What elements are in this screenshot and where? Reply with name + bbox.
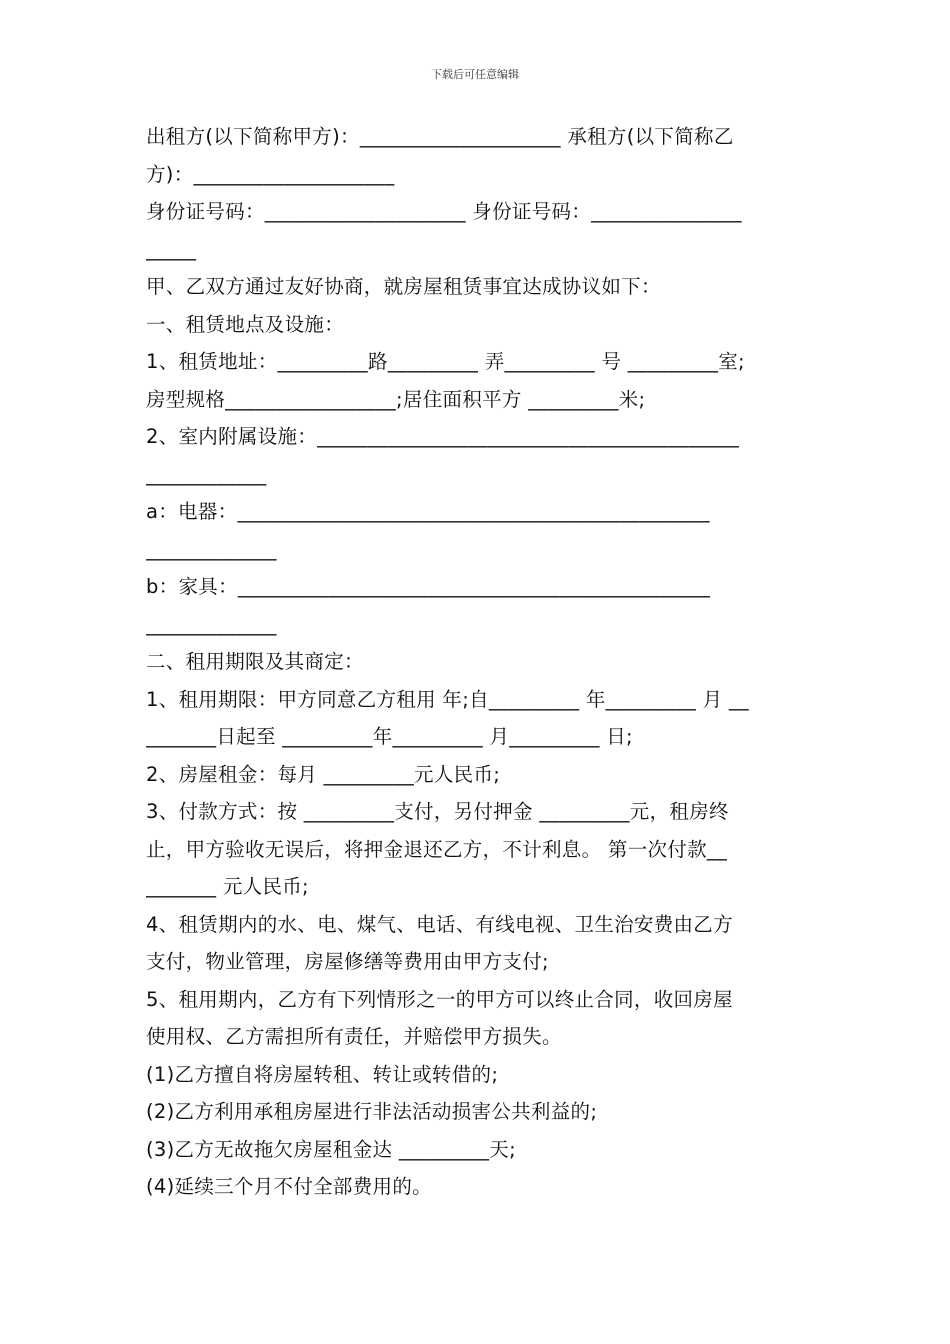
text-line: _____ — [146, 237, 197, 261]
text-line: 止，甲方验收无误后，将押金退还乙方，不计利息。 第一次付款__ — [146, 837, 727, 861]
text-line: 1、租赁地址：_________路_________ 弄_________ 号 _________室; — [146, 350, 745, 373]
text-line: 5、租用期内，乙方有下列情形之一的甲方可以终止合同，收回房屋 — [146, 987, 733, 1011]
text-line: 2、室内附属设施：__________________________________________ — [146, 425, 740, 448]
text-line: 4、租赁期内的水、电、煤气、电话、有线电视、卫生治安费由乙方 — [146, 912, 733, 936]
text-line: 身份证号码：____________________ 身份证号码：_______________ — [146, 200, 742, 223]
text-line: 支付，物业管理，房屋修缮等费用由甲方支付; — [146, 950, 549, 973]
text-line: 二、租用期限及其商定： — [146, 650, 364, 673]
text-line: _______日起至 _________年_________ 月_________ 日; — [146, 725, 633, 748]
text-line: 出租方(以下简称甲方)：____________________ 承租方(以下简称乙 — [146, 125, 734, 148]
document-body — [146, 118, 808, 1206]
text-line: _______ 元人民币; — [146, 875, 309, 898]
page-header-note: 下载后可任意编辑 — [431, 68, 519, 81]
text-line: 甲、乙双方通过友好协商，就房屋租赁事宜达成协议如下： — [146, 275, 661, 298]
text-line: 使用权、乙方需担所有责任，并赔偿甲方损失。 — [146, 1025, 562, 1048]
text-line: 1、租用期限：甲方同意乙方租用 年;自_________ 年_________ 月 __ — [146, 687, 749, 711]
text-line: _____________ — [146, 612, 277, 636]
text-line: 房型规格_________________;居住面积平方 _________米; — [146, 387, 646, 411]
text-line: 一、租赁地点及设施： — [146, 312, 345, 336]
text-line: b：家具：_______________________________________________ — [146, 575, 711, 598]
text-line: (4)延续三个月不付全部费用的。 — [146, 1175, 432, 1198]
text-line: 方)：____________________ — [146, 162, 395, 186]
text-line: (3)乙方无故拖欠房屋租金达 _________天; — [146, 1137, 516, 1161]
text-line: (2)乙方利用承租房屋进行非法活动损害公共利益的; — [146, 1100, 598, 1123]
text-line: _____________ — [146, 537, 277, 561]
text-line: 3、付款方式：按 _________支付，另付押金 _________元，租房终 — [146, 800, 729, 823]
text-line: 2、房屋租金：每月 _________元人民币; — [146, 762, 501, 786]
text-line: ____________ — [146, 462, 267, 486]
text-line: (1)乙方擅自将房屋转租、转让或转借的; — [146, 1062, 499, 1086]
text-line: a：电器：_______________________________________________ — [146, 500, 710, 523]
